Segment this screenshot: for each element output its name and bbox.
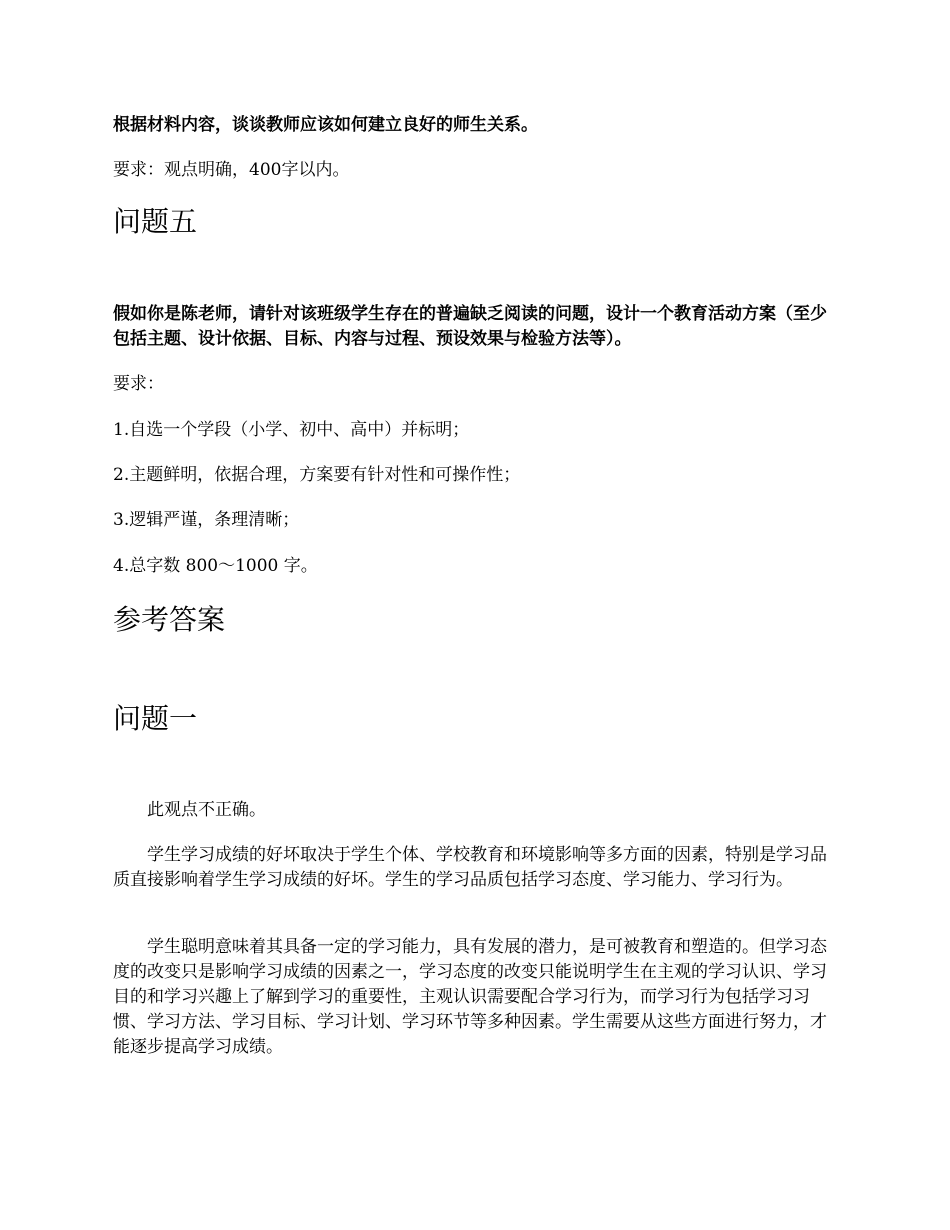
question-four-prompt: 根据材料内容，谈谈教师应该如何建立良好的师生关系。 bbox=[113, 115, 538, 135]
question-five-requirements-label: 要求： bbox=[113, 374, 164, 394]
answer-one-paragraph-3: 学生聪明意味着其具备一定的学习能力，具有发展的潜力，是可被教育和塑造的。但学习态度的改变只是影响学习成绩的因素之一，学习态度的改变只能说明学生在主观的学习认识、学习目的和学习兴趣上了解到学习的重要性，主观认识需要配合学习行为，而学习行为包括学习习惯、学习方法、学习目标、学习计划、学习环节等多种因素。学生需要从这些方面进行努力，才能逐步提高学习成绩。 bbox=[113, 937, 827, 1057]
answer-one-paragraph-1: 此观点不正确。 bbox=[147, 800, 266, 820]
requirement-item-2: 2.主题鲜明，依据合理，方案要有针对性和可操作性； bbox=[113, 465, 521, 485]
requirement-item-4: 4.总字数 800～1000 字。 bbox=[113, 556, 318, 576]
heading-question-five: 问题五 bbox=[113, 205, 198, 238]
question-five-prompt: 假如你是陈老师，请针对该班级学生存在的普遍缺乏阅读的问题，设计一个教育活动方案（至少包括主题、设计依据、目标、内容与过程、预设效果与检验方法等）。 bbox=[113, 304, 827, 349]
requirement-item-1: 1.自选一个学段（小学、初中、高中）并标明； bbox=[113, 420, 470, 440]
heading-answer-one: 问题一 bbox=[113, 702, 198, 735]
requirement-item-3: 3.逻辑严谨，条理清晰； bbox=[113, 510, 300, 530]
answer-one-paragraph-2: 学生学习成绩的好坏取决于学生个体、学校教育和环境影响等多方面的因素，特别是学习品质直接影响着学生学习成绩的好坏。学生的学习品质包括学习态度、学习能力、学习行为。 bbox=[113, 845, 827, 890]
question-four-requirement: 要求：观点明确，400字以内。 bbox=[113, 160, 350, 180]
heading-reference-answers: 参考答案 bbox=[113, 603, 226, 636]
